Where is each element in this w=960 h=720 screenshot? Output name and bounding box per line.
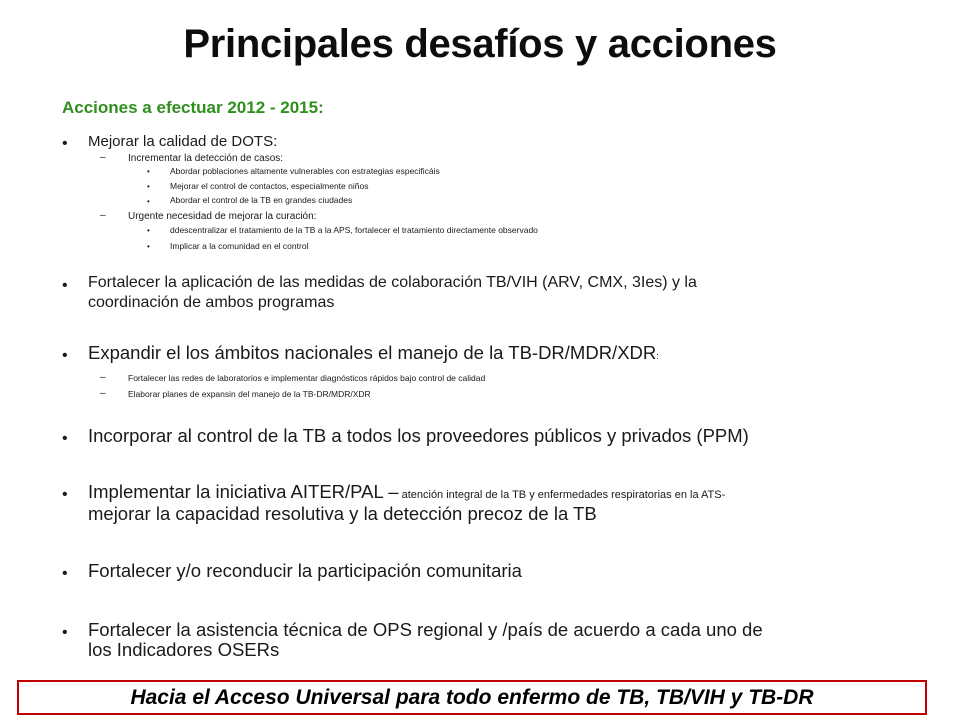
sub-sub-item: Abordar poblaciones altamente vulnerables con estrategias especificáis: [170, 166, 440, 176]
sub-marker: •: [147, 182, 150, 191]
bullet-marker: •: [62, 430, 68, 447]
sub-item: Elaborar planes de expansin del manejo de la TB-DR/MDR/XDR: [128, 389, 371, 399]
sub-item: Urgente necesidad de mejorar la curación:: [128, 211, 317, 222]
bullet-text-line2: los Indicadores OSERs: [88, 639, 280, 660]
sub-marker: •: [147, 226, 150, 235]
bullet-marker: •: [62, 135, 68, 152]
sub-marker: •: [147, 242, 150, 251]
subheading: Acciones a efectuar 2012 - 2015:: [62, 98, 324, 117]
dash-marker: –: [100, 388, 106, 399]
dash-marker: –: [100, 152, 106, 163]
bullet-suffix: :: [656, 351, 659, 361]
bullet-lead: Implementar la iniciativa AITER/PAL –: [88, 481, 399, 502]
bullet-main: Expandir el los ámbitos nacionales el manejo de la TB-DR/MDR/XDR: [88, 342, 657, 363]
footer-banner: Hacia el Acceso Universal para todo enfermo de TB, TB/VIH y TB-DR: [17, 680, 927, 715]
sub-sub-item: Implicar a la comunidad en el control: [170, 241, 309, 251]
bullet-text: Incorporar al control de la TB a todos los proveedores públicos y privados (PPM): [88, 425, 749, 446]
bullet-marker: •: [62, 624, 68, 641]
sub-item: Incrementar la detección de casos:: [128, 153, 284, 164]
sub-marker: •: [147, 197, 150, 206]
bullet-text-line2: mejorar la capacidad resolutiva y la detección precoz de la TB: [88, 503, 597, 524]
sub-marker: •: [147, 167, 150, 176]
bullet-text-line1: Fortalecer la aplicación de las medidas de colaboración TB/VIH (ARV, CMX, 3Ies) y la: [88, 274, 697, 291]
dash-marker: –: [100, 210, 106, 221]
bullet-text: Fortalecer y/o reconducir la participación comunitaria: [88, 560, 522, 581]
sub-sub-item: Mejorar el control de contactos, especialmente niños: [170, 181, 369, 191]
bullet-text-line2: coordinación de ambos programas: [88, 294, 335, 311]
sub-sub-item: Abordar el control de la TB en grandes ciudades: [170, 195, 353, 205]
bullet-marker: •: [62, 565, 68, 582]
bullet-text-line1: Fortalecer la asistencia técnica de OPS regional y /país de acuerdo a cada uno de: [88, 619, 763, 640]
bullet-marker: •: [62, 347, 68, 364]
dash-marker: –: [100, 372, 106, 383]
sub-sub-item: ddescentralizar el tratamiento de la TB a la APS, fortalecer el tratamiento directamente observado: [170, 225, 538, 235]
bullet-text: [88, 342, 659, 367]
bullet-marker: •: [62, 277, 68, 294]
bullet-marker: •: [62, 486, 68, 503]
bullet-inline-small: atención integral de la TB y enfermedades respiratorias en la ATS-: [398, 489, 726, 501]
bullet-text: Mejorar la calidad de DOTS:: [88, 133, 278, 150]
sub-item: Fortalecer las redes de laboratorios e implementar diagnósticos rápidos bajo control de calidad: [128, 373, 486, 383]
slide-title: Principales desafíos y acciones: [183, 22, 777, 66]
